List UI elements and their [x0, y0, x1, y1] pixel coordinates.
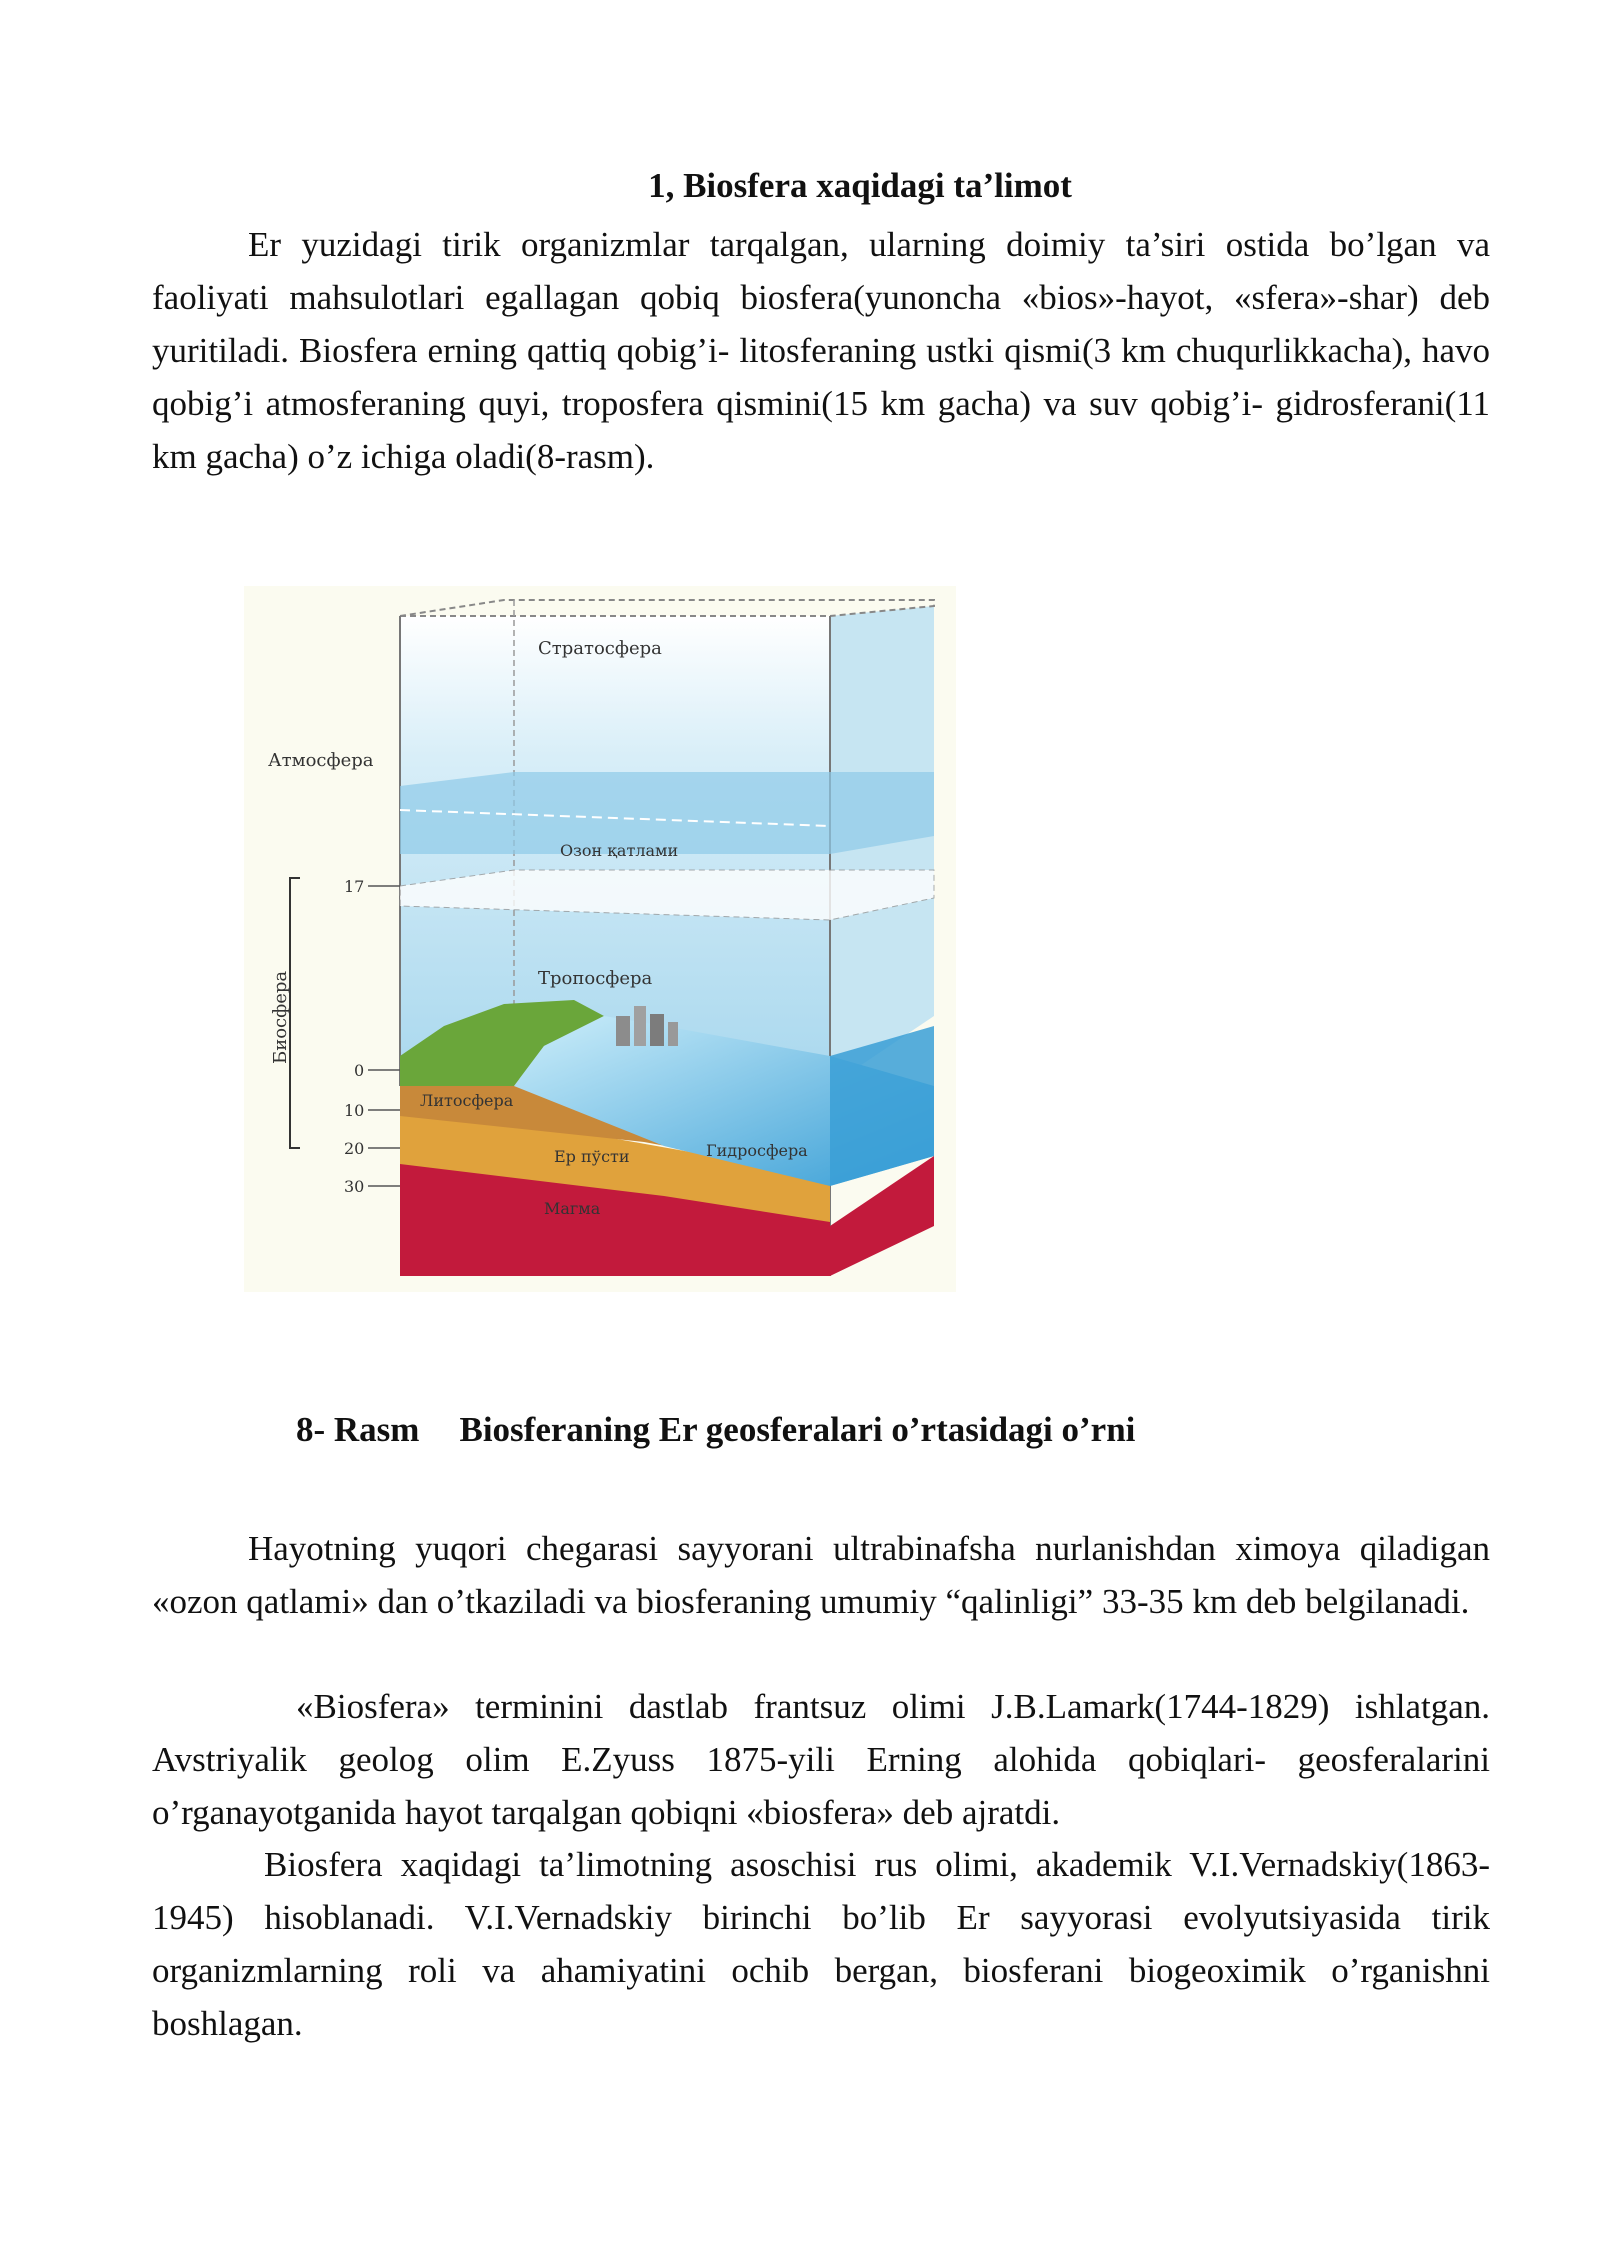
paragraph-lamark: «Biosfera» terminini dastlab frantsuz olimi J.B.Lamark(1744-1829) ishlatgan. Avstriyalik geolog olim E.Zyuss 1875-yili Erning alohida qobiqlari- geosferalarini o’rganayotganida hayot tarqalgan qobiqni «biosfera» deb ajratdi. [152, 1687, 1490, 1832]
figure-caption [296, 1410, 1135, 1450]
label-hydrosphere: Гидросфера [706, 1141, 808, 1160]
scale-tick-label: 10 [344, 1101, 365, 1120]
label-atmosphere: Атмосфера [268, 750, 374, 771]
section-heading: 1, Biosfera xaqidagi ta’limot [648, 166, 1072, 205]
scale-tick-label: 17 [344, 877, 365, 896]
paragraph-vernadskiy: Biosfera xaqidagi ta’limotning asoschisi rus olimi, akademik V.I.Vernadskiy(1863-1945) hisoblanadi. V.I.Vernadskiy birinchi bo’lib Er sayyorasi evolyutsiyasida tirik organizmlarning roli va ahamiyatini ochib bergan, biosferani biogeoximik o’rganishni boshlagan. [152, 1845, 1490, 2043]
scale-tick-label: 30 [344, 1177, 365, 1196]
label-crust: Ер пўсти [554, 1147, 630, 1166]
biosphere-diagram [244, 586, 956, 1292]
label-lithosphere: Литосфера [420, 1091, 514, 1110]
scale-tick-label: 0 [354, 1061, 365, 1080]
label-magma: Магма [544, 1199, 601, 1218]
paragraph-intro: Er yuzidagi tirik organizmlar tarqalgan, ularning doimiy ta’siri ostida bo’lgan va faoliyati mahsulotlari egallagan qobiq biosfera(yunoncha «bios»-hayot, «sfera»-shar) deb yuritiladi. Biosfera erning qattiq qobig’i- litosferaning ustki qismi(3 km chuqurlikkacha), havo qobig’i atmosferaning quyi, troposfera qismini(15 km gacha) va suv qobig’i- gidrosferani(11 km gacha) o’z ichiga oladi(8-rasm). [152, 225, 1490, 476]
scale-tick-label: 20 [344, 1139, 365, 1158]
label-troposphere: Тропосфера [538, 968, 653, 989]
biosphere-figure [244, 586, 956, 1292]
caption-number: 8- Rasm [296, 1410, 420, 1449]
caption-title: Biosferaning Er geosferalari o’rtasidagi o’rni [459, 1410, 1136, 1449]
label-stratosphere: Стратосфера [538, 638, 662, 659]
label-biosphere: Биосфера [270, 970, 291, 1064]
label-ozone: Озон қатлами [560, 841, 679, 860]
paragraph-ozone: Hayotning yuqori chegarasi sayyorani ultrabinafsha nurlanishdan ximoya qiladigan «ozon qatlami» dan o’tkaziladi va biosferaning umumiy “qalinligi” 33-35 km deb belgilanadi. [152, 1529, 1490, 1621]
